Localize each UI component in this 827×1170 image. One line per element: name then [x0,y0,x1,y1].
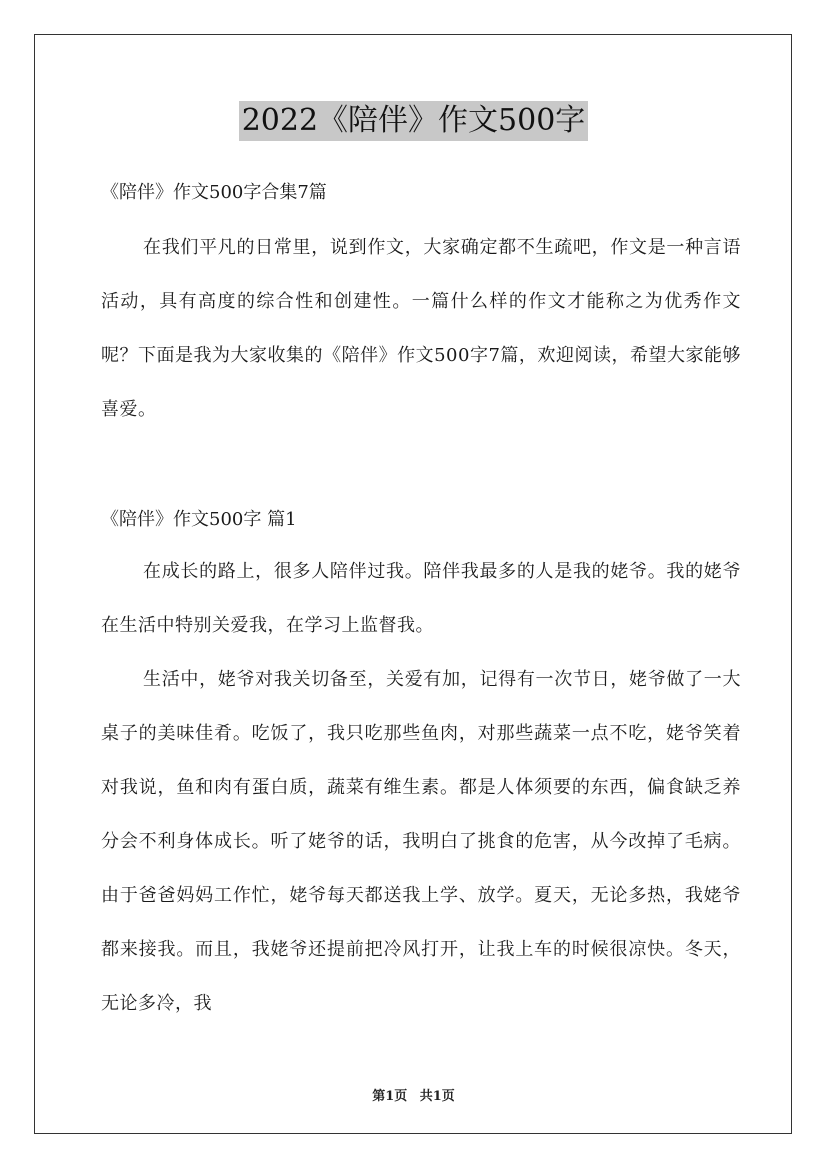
page-number-current: 第1页 [372,1089,408,1104]
page-footer [0,1085,827,1104]
body-paragraph-1: 在成长的路上，很多人陪伴过我。陪伴我最多的人是我的姥爷。我的姥爷在生活中特别关爱我，在学习上监督我。 [101,561,741,636]
section-heading: 《陪伴》作文500字 篇1 [101,509,297,530]
intro-paragraph: 在我们平凡的日常里，说到作文，大家确定都不生疏吧，作文是一种言语活动，具有高度的综合性和创建性。一篇什么样的作文才能称之为优秀作文呢？下面是我为大家收集的《陪伴》作文500字7篇，欢迎阅读，希望大家能够喜爱。 [101,237,741,420]
title-container [0,101,827,141]
collection-heading: 《陪伴》作文500字合集7篇 [101,182,327,203]
page-number-total: 共1页 [419,1089,455,1104]
document-title: 2022《陪伴》作文500字 [239,101,589,141]
body-paragraph-2: 生活中，姥爷对我关切备至，关爱有加，记得有一次节日，姥爷做了一大桌子的美味佳肴。吃饭了，我只吃那些鱼肉，对那些蔬菜一点不吃，姥爷笑着对我说，鱼和肉有蛋白质，蔬菜有维生素。都是人体须要的东西，偏食缺乏养分会不利身体成长。听了姥爷的话，我明白了挑食的危害，从今改掉了毛病。由于爸爸妈妈工作忙，姥爷每天都送我上学、放学。夏天，无论多热，我姥爷都来接我。而且，我姥爷还提前把冷风打开，让我上车的时候很凉快。冬天，无论多冷，我 [101,669,741,1014]
